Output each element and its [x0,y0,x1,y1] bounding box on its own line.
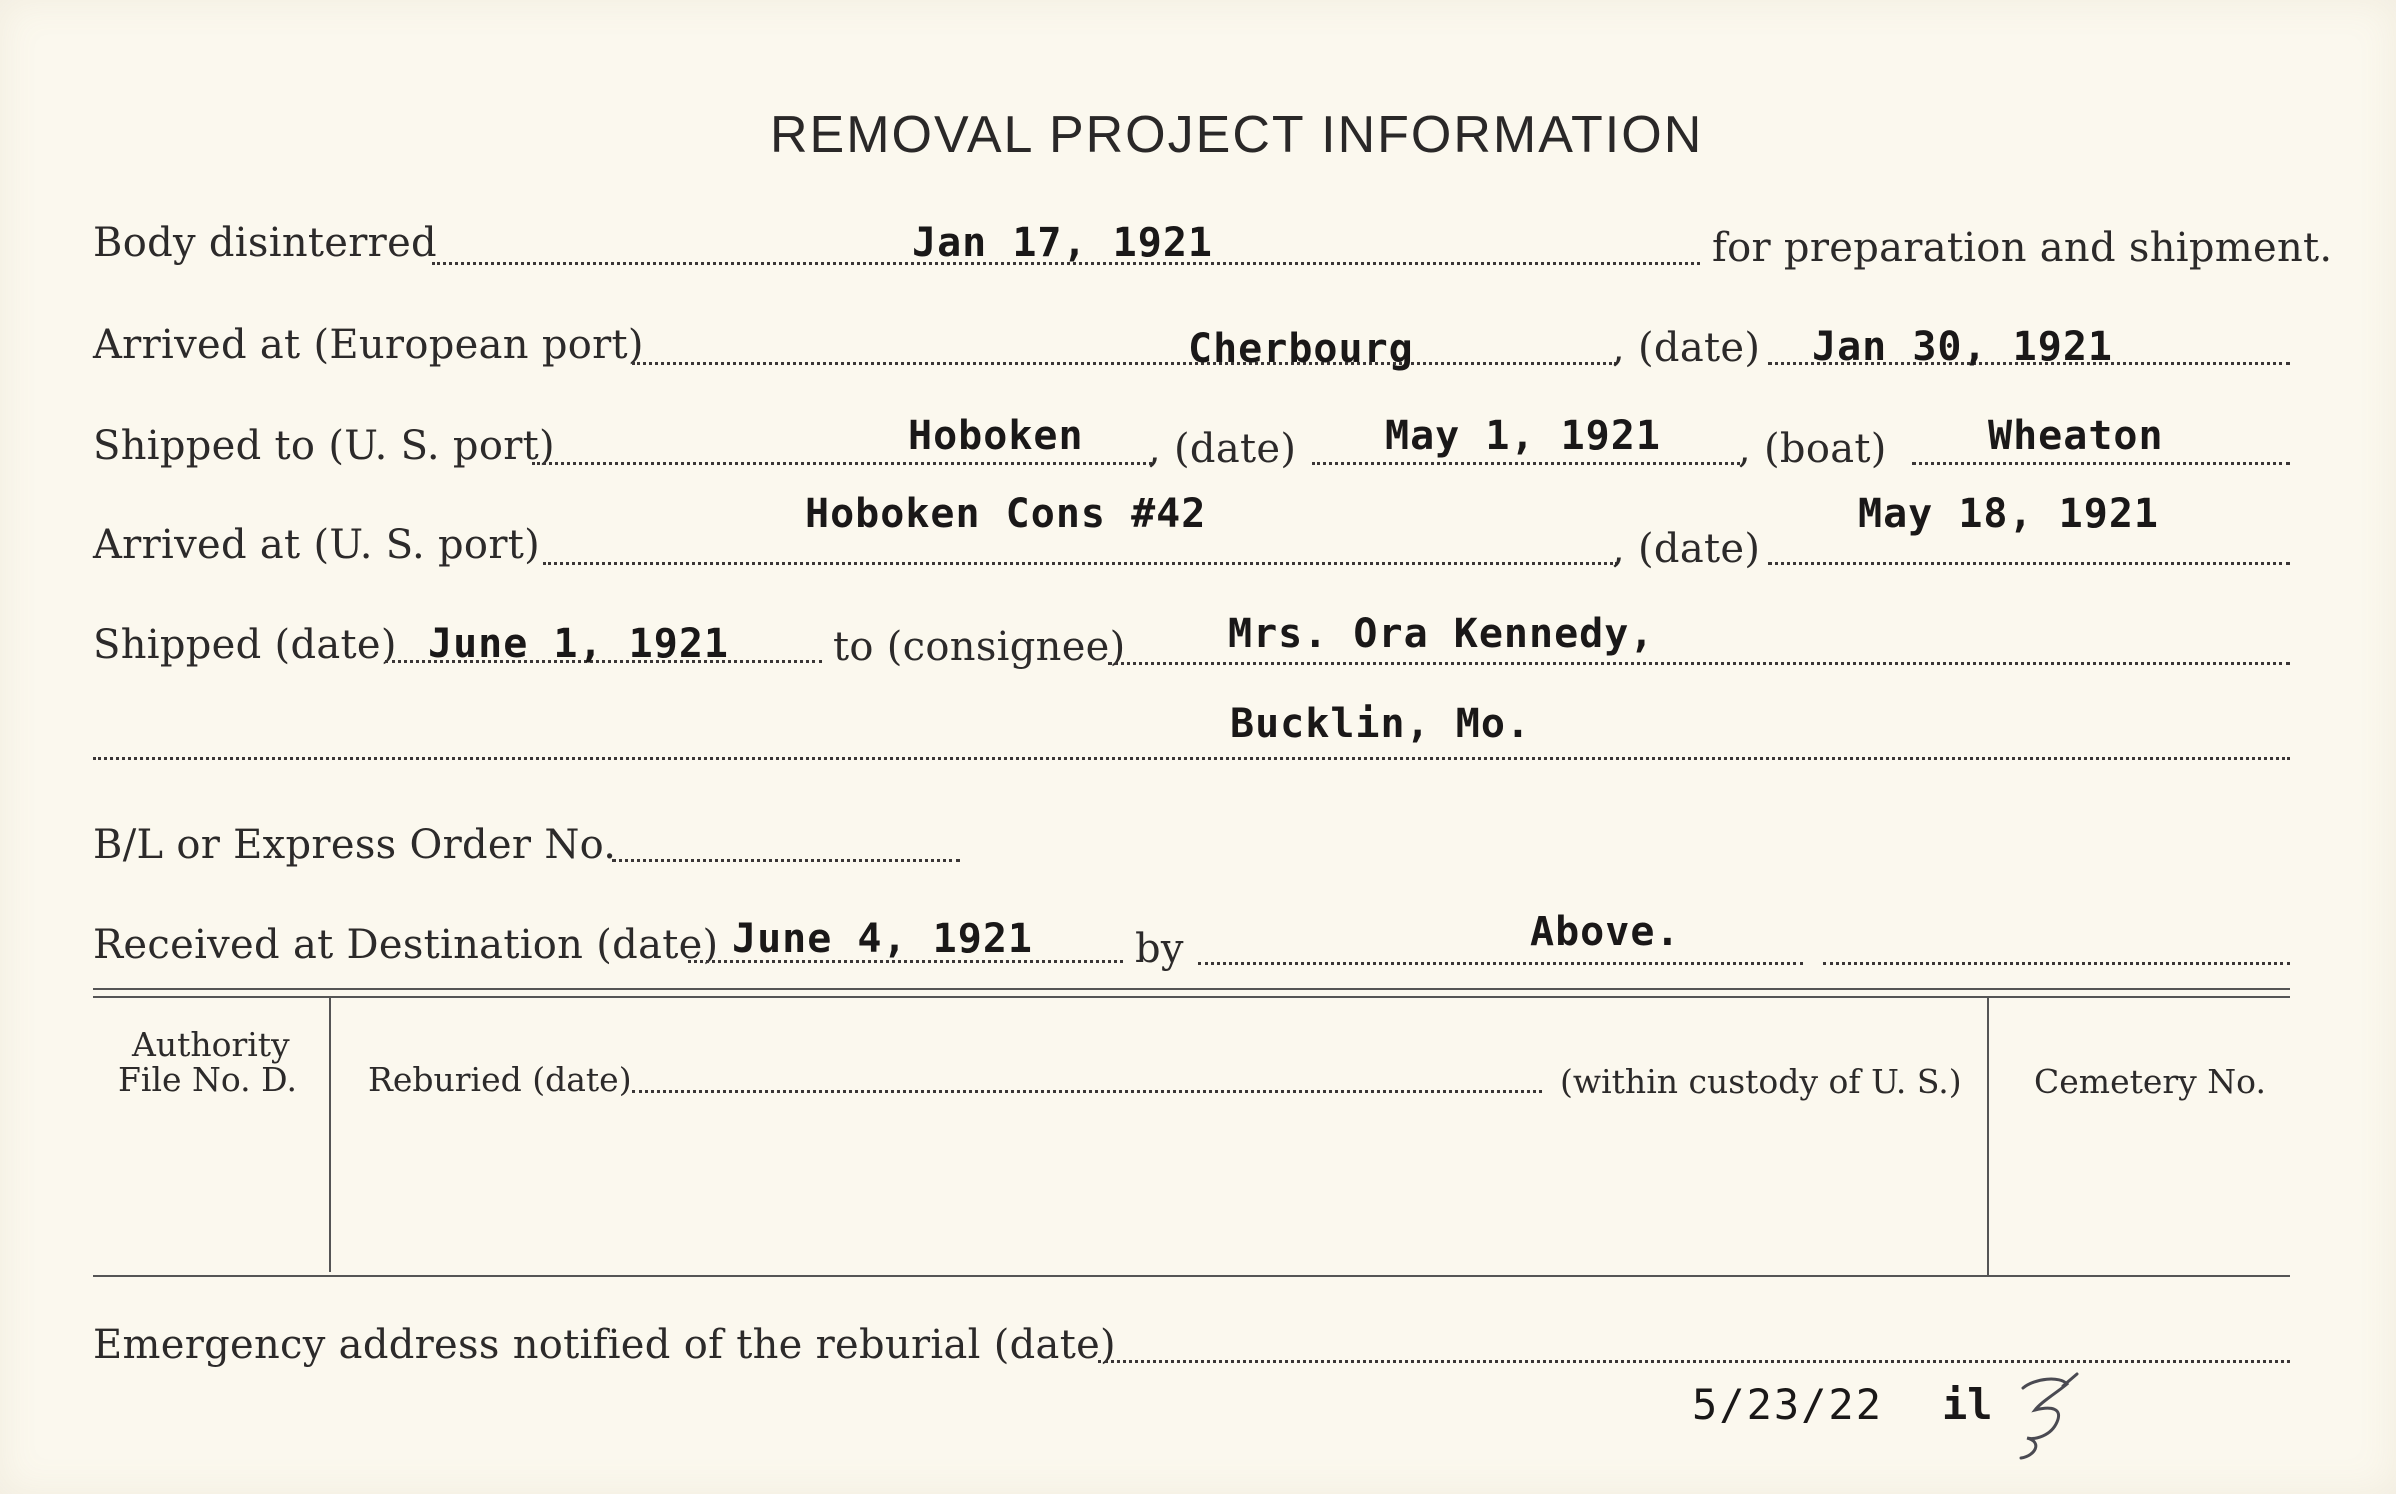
consignee-label: to (consignee) [833,624,1126,670]
shipped-date-value: June 1, 1921 [428,621,729,667]
card-title: REMOVAL PROJECT INFORMATION [770,106,1704,164]
received-label: Received at Destination (date) [93,922,719,968]
shipped-us-value: Hoboken [908,413,1084,459]
shipped-us-date-label: , (date) [1148,426,1297,472]
arrived-us-date-line [1768,562,2290,565]
shipped-us-date-line [1312,462,1740,465]
consignee-address: Bucklin, Mo. [1230,701,1531,747]
table-top-rule [93,988,2290,990]
handwritten-mark-icon [2005,1366,2095,1466]
custody-label: (within custody of U. S.) [1560,1062,1962,1101]
arrived-us-label: Arrived at (U. S. port) [93,522,541,568]
arrived-european-line [632,362,1617,365]
arrived-us-line [543,562,1618,565]
body-disinterred-label: Body disinterred [93,220,437,266]
cemetery-label: Cemetery No. [2034,1062,2266,1101]
table-top-rule-2 [93,996,2290,998]
table-divider-right [1987,998,1989,1276]
arrived-european-date-label: , (date) [1612,325,1761,371]
received-date-value: June 4, 1921 [732,916,1033,962]
arrived-us-date-value: May 18, 1921 [1858,491,2159,537]
emergency-line [1098,1360,2290,1363]
bl-order-line [612,859,960,862]
shipped-us-boat-line [1912,462,2290,465]
received-by-value: Above. [1530,909,1681,955]
shipped-date-label: Shipped (date) [93,622,397,668]
received-by-line-2 [1823,962,2290,965]
arrived-european-label: Arrived at (European port) [93,322,644,368]
arrived-us-date-label: , (date) [1612,526,1761,572]
authority-label: Authority [132,1025,290,1064]
body-disinterred-value: Jan 17, 1921 [912,220,1213,266]
shipped-us-line [532,462,1152,465]
body-disinterred-suffix: for preparation and shipment. [1712,225,2333,271]
arrived-us-value: Hoboken Cons #42 [805,491,1207,537]
reburied-label: Reburied (date) [368,1060,632,1099]
received-by-line [1198,962,1803,965]
arrived-european-date-value: Jan 30, 1921 [1812,324,2113,370]
arrived-european-value: Cherbourg [1188,326,1414,372]
address-line [93,757,2290,760]
footer-date-stamp: 5/23/22 [1692,1380,1884,1429]
file-no-label: File No. D. [118,1060,297,1099]
consignee-value: Mrs. Ora Kennedy, [1228,611,1655,657]
footer-initials: il [1942,1380,1993,1429]
shipped-us-label: Shipped to (U. S. port) [93,423,555,469]
consignee-line [1108,662,2290,665]
reburied-line [632,1090,1542,1093]
table-divider-left [329,998,331,1272]
table-bottom-rule [93,1275,2290,1277]
shipped-us-date-value: May 1, 1921 [1385,413,1661,459]
shipped-us-boat-label: , (boat) [1738,426,1887,472]
emergency-label: Emergency address notified of the reburial (date) [93,1322,1116,1368]
bl-order-label: B/L or Express Order No. [93,822,617,868]
received-by-label: by [1135,926,1184,972]
shipped-us-boat-value: Wheaton [1988,413,2164,459]
